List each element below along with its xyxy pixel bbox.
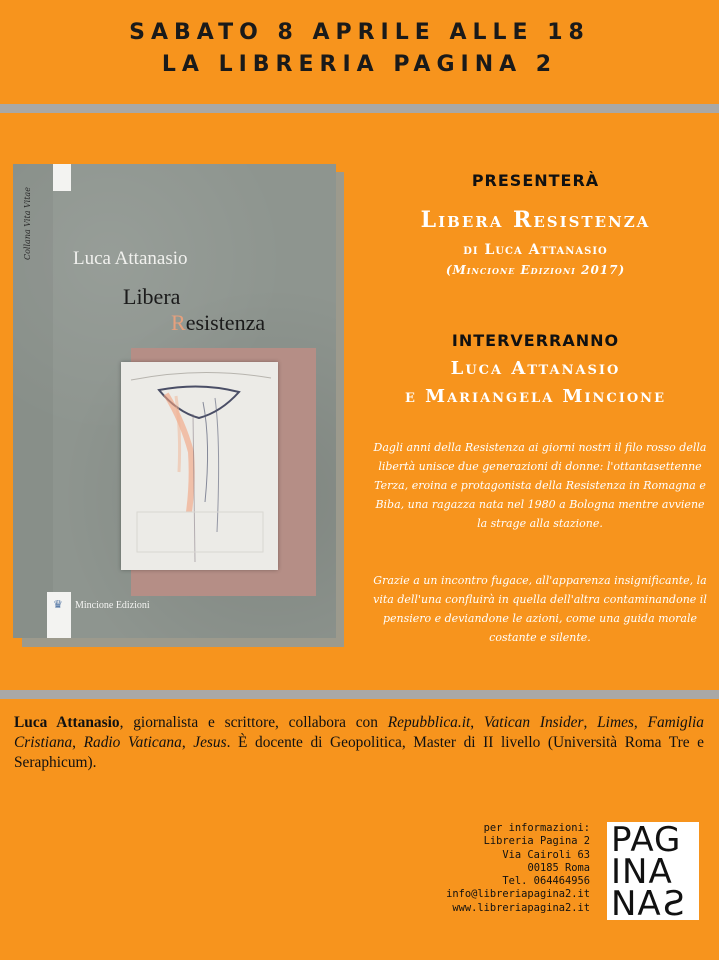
bio-text: , giornalista e scrittore, collabora con [119,714,388,731]
speakers-label: INTERVERRANNO [451,331,620,350]
cover-corner-tab [53,164,71,191]
logo-row-1: PAG [611,820,682,860]
bio-separator: , [470,714,484,731]
bio-outlet: Vatican Insider [483,714,584,731]
bio-separator: , [583,714,598,731]
bio-text: . È docente di Geopolitica, Master di II livello (Università Roma Tre e Seraphicum). [14,734,704,771]
book-cover [13,164,336,638]
contact-email[interactable]: info@libreriapagina2.it [446,888,590,901]
contact-label: per informazioni: [483,822,590,834]
bio-outlet: Jesus [193,734,227,751]
logo-row-3 [611,884,685,924]
cover-title-rest: esistenza [185,310,266,335]
bio-name: Luca Attanasio [14,714,120,731]
blurb-paragraph-2: Grazie a un incontro fugace, all'apparenza insignificante, la vita dell'una confluirà in quella dell'altra contaminandone il pensiero e deviandone le azioni, come una guida morale costante e silente. [373,574,707,644]
author-bio [14,713,704,773]
contact-phone: Tel. 064464956 [502,875,590,888]
venue-name: LA LIBRERIA PAGINA 2 [161,52,558,77]
bio-outlet: Radio Vaticana [83,734,182,751]
bio-outlet: Limes [597,714,634,731]
speaker-1: Luca Attanasio [450,358,621,379]
book-title: Libera Resistenza [420,207,651,233]
artwork-drawing [121,362,278,570]
divider-middle [0,690,719,699]
blurb-paragraph-1: Dagli anni della Resistenza ai giorni nostri il filo rosso della libertà unisce due generazioni di donne: l'ottantasettenne Terza, eroina e protagonista della Resistenza in Romagna e Biba, una ragazza nata nel 1980 a Bologna mentre avviene la strage alla stazione. [373,441,707,530]
cover-artwork [121,362,278,570]
event-header [0,0,719,104]
contact-city: 00185 Roma [527,861,590,874]
contact-website[interactable]: www.libreriapagina2.it [452,901,590,914]
bio-outlet: Repubblica.it [387,714,471,731]
event-date: SABATO 8 APRILE ALLE 18 [129,20,590,45]
cover-author: Luca Attanasio [73,248,188,269]
bio-separator: , [633,714,648,731]
book-edition: (Mincione Edizioni 2017) [445,263,626,277]
presents-label: PRESENTERÀ [471,171,600,190]
logo-row-2: INA [611,852,673,892]
cover-series-label: Collana Vita Vitae [23,187,32,260]
cover-title-line1: Libera [123,284,181,309]
divider-top [0,104,719,113]
logo-row-3-text: NA [611,884,662,924]
contact-store: Libreria Pagina 2 [483,835,590,848]
contact-info [398,822,590,915]
bio-separator: , [181,734,194,751]
crown-icon: ♛ [53,598,63,611]
pagina2-logo [607,820,699,924]
contact-street: Via Cairoli 63 [502,848,590,861]
logo-flipped-glyph: S [661,884,685,924]
cover-publisher: Mincione Edizioni [75,600,150,611]
bio-separator: , [72,734,84,751]
cover-title-initial: R [171,310,186,335]
bio-outlet: Famiglia Cristiana [14,714,704,751]
cover-title-line2 [171,310,265,336]
book-author: di Luca Attanasio [463,242,608,258]
speaker-2: e Mariangela Mincione [405,386,666,407]
